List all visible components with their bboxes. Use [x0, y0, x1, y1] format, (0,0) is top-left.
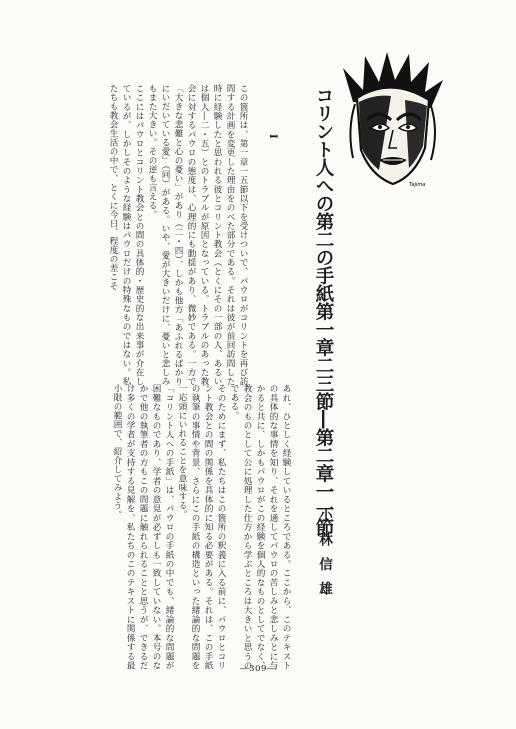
paragraph: そのためにまず、私たちはこの箇所の釈義に入る前に、パウロとコリント教会との間の関係を具体的に知る必要がある。それは、この手紙の執筆の事情や背景、さらにこの手紙の構造といった緒論的な問題を一応頭にいれることを意味する。 — [177, 384, 226, 670]
left-text-column — [50, 84, 249, 386]
paragraph: ここにはパウロとコリント教会との間の具体的・歴史的な出来事が介在しているが、しかしそのような経験はパウロだけの特殊なものではない。私たちも教会生活の中で、とくに今日、程度の差こそ — [108, 84, 144, 386]
paragraph: あれ、ひとしく経験しているところである。ここから、このテキストの具体的な事情を知り、それを通してパウロの苦しみと悲しみとに与かると共に、しかもパウロがこの経験を個人的なものとしてでなく、教会のものとして公に処理した仕方から学ぶところは大きいと思うのである。 — [229, 384, 291, 670]
author-name: 小林信雄 — [316, 508, 332, 606]
artist-signature: Tajima — [409, 182, 426, 188]
article-title: コリント人への第二の手紙第一章二三節―第二章一一節 — [313, 86, 334, 536]
paragraph: この箇所は、第一章一五節以下を受けついで、パウロがコリントを再び訪問する計画を変更した理由をのべた部分である。それは彼が前回訪問した時に経験したと思われる彼とコリント教会（とくにその一部の人、あるいは個人―二・五）とのトラブルが原因となっている。トラブルのあった教会に対するパウロの態度は、心理的にも動揺があり、微妙である。一方で「大きな悲難と心の憂い」があり（二・四）、しかも他方「あふれるばかりにいだいている愛」（同）がある。いや、愛が大きいだけに、憂いと悲しみもまた大きい。その逆も言える。 — [147, 84, 248, 386]
bottom-text-column — [50, 384, 292, 670]
mask-illustration — [335, 50, 449, 190]
paragraph: 「コリント人への手紙」は、パウロの手紙の中でも、緒論的な問題が困難なものであり、学者の意見が必ずしも一致していない。本号のなかで他の執筆者の方もこの問題に触れられることと思うが、できるだけ多くの学者が支持する見解を、私たちのこのテキストに関係する最小限の範囲で、紹介してみよう。 — [112, 384, 174, 670]
section-heading: I — [267, 134, 278, 139]
page-number: ―309― — [239, 664, 277, 674]
